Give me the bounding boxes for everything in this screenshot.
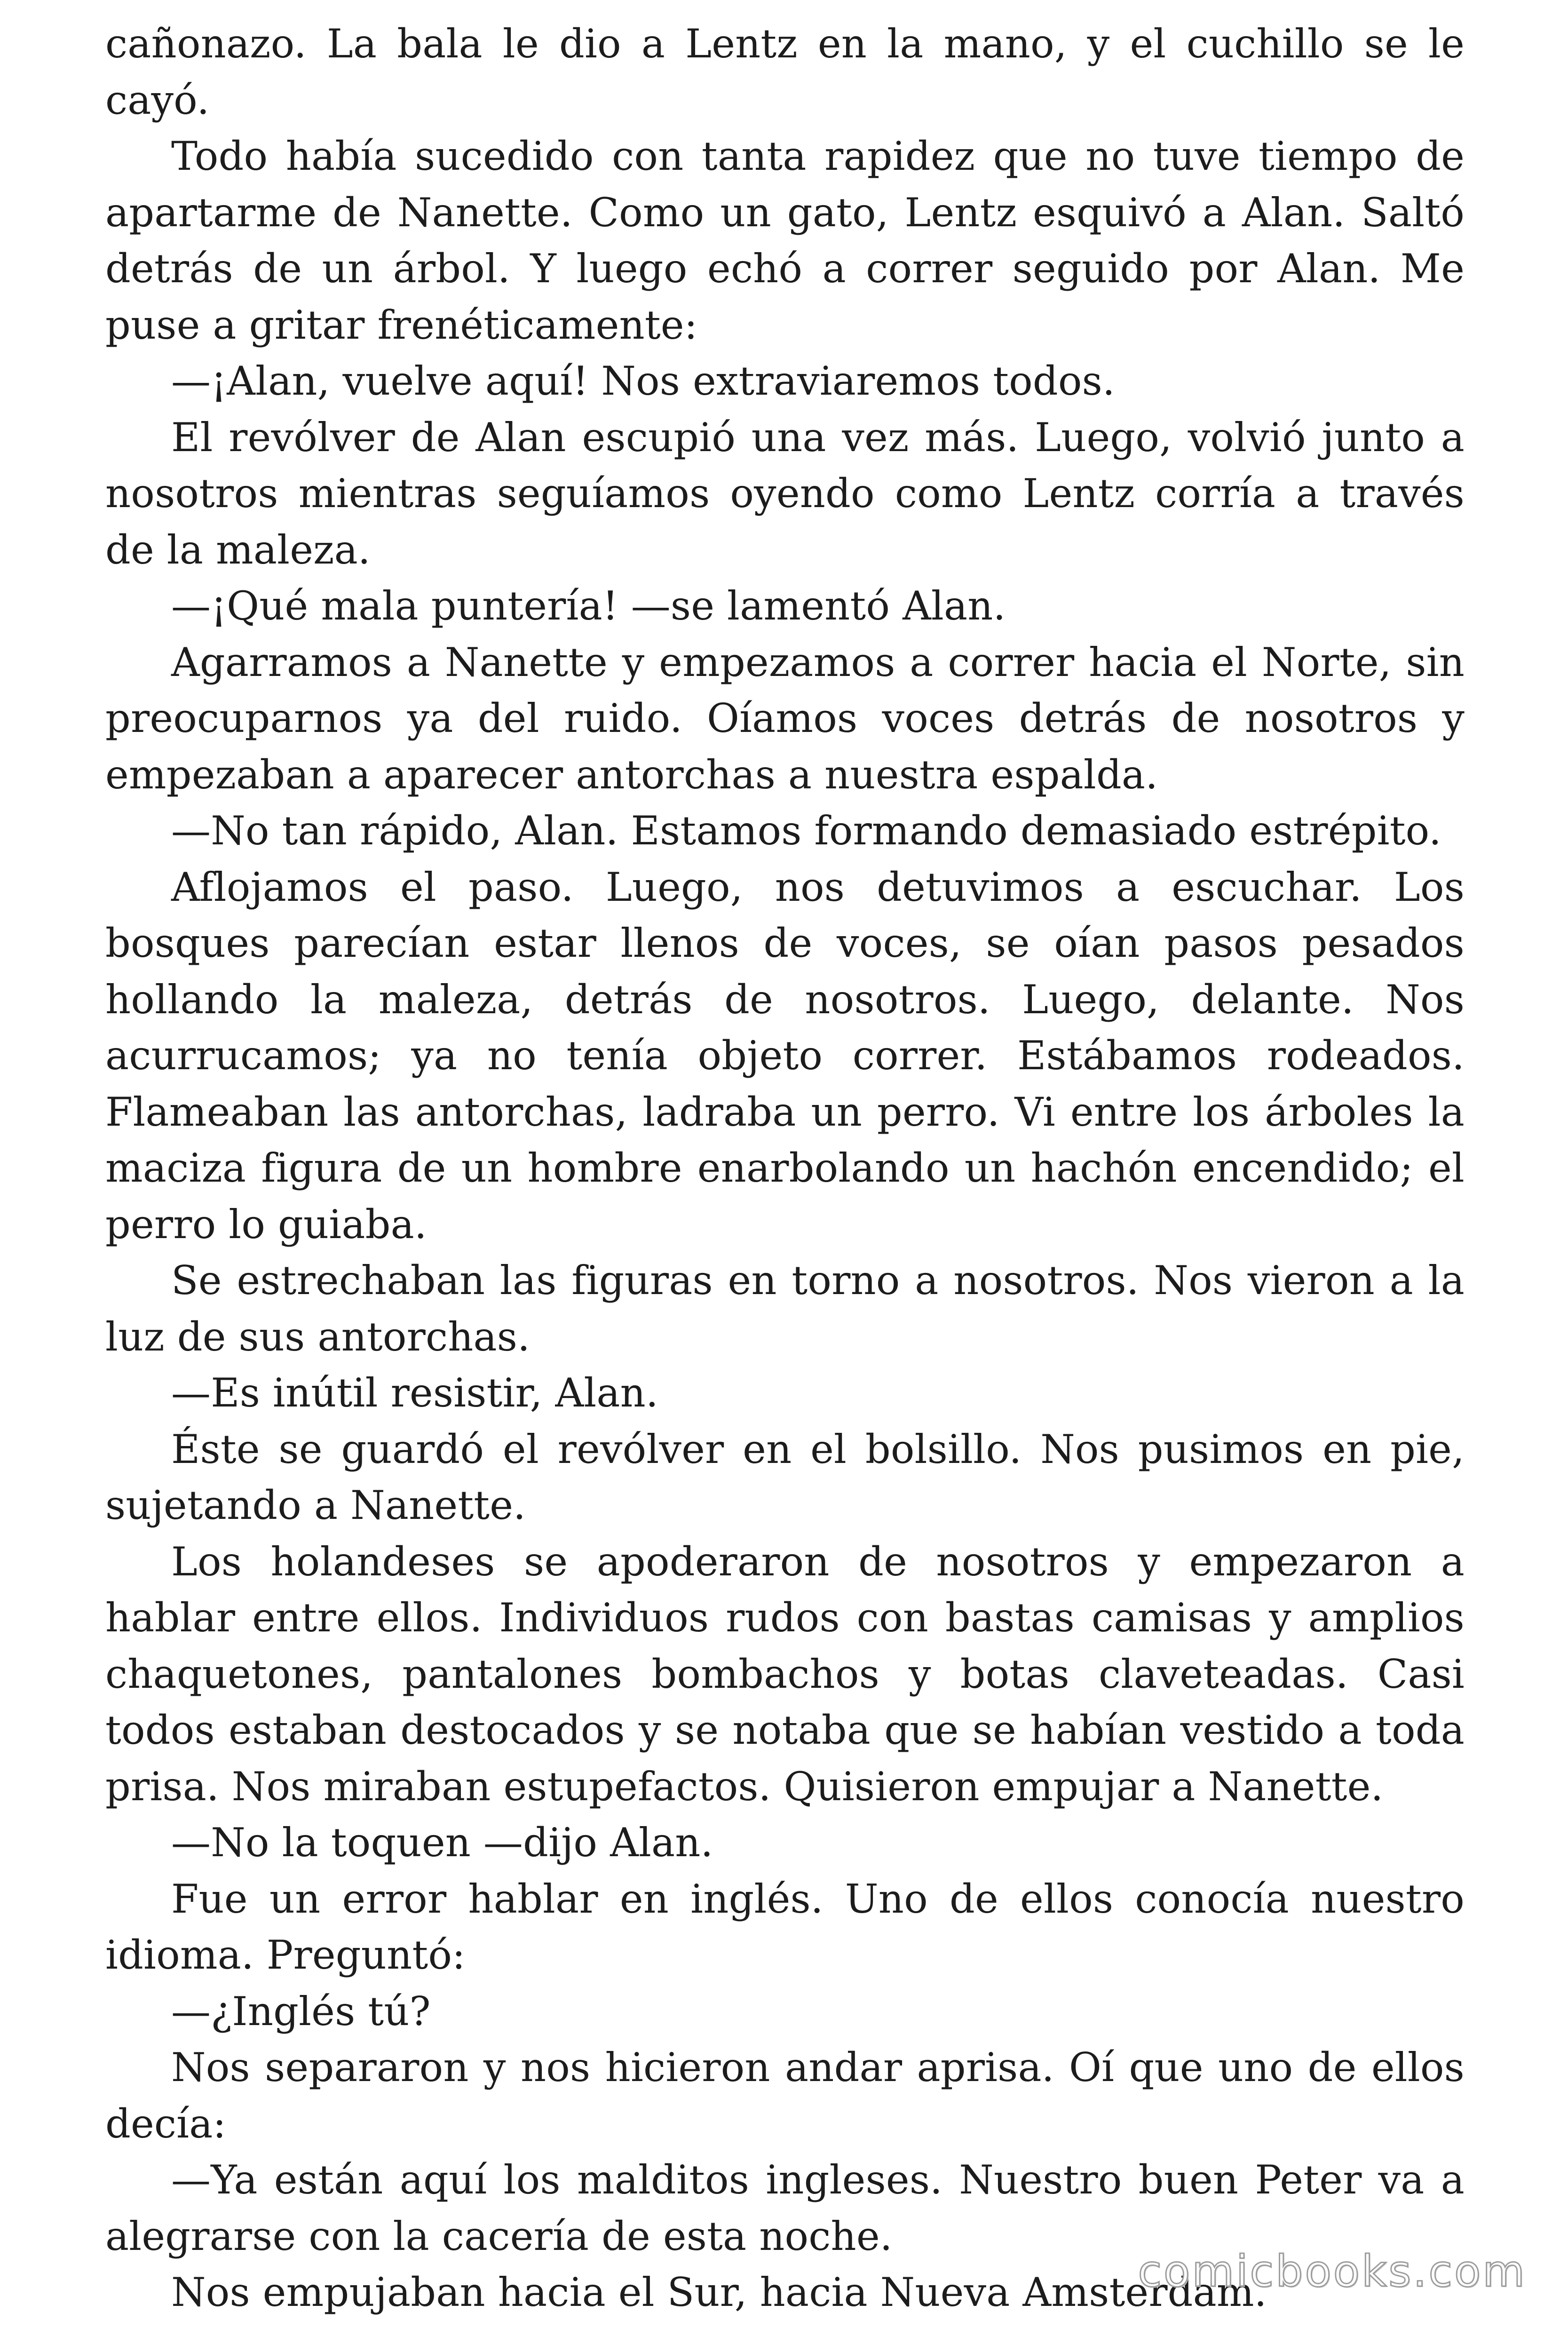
paragraph: —Es inútil resistir, Alan. xyxy=(171,1370,658,1416)
paragraph: Nos empujaban hacia el Sur, hacia Nueva Amsterdam. xyxy=(171,2269,1267,2315)
paragraph: Éste se guardó el revólver en el bolsillo. Nos pusimos en pie, sujetando a Nanette. xyxy=(105,1426,1465,1528)
paragraph: —Ya están aquí los malditos ingleses. Nuestro buen Peter va a alegrarse con la cacería de esta noche. xyxy=(105,2157,1465,2259)
paragraph: Agarramos a Nanette y empezamos a correr hacia el Norte, sin preocuparnos ya del ruido. Oíamos voces detrás de nosotros y empezaban a aparecer antorchas a nuestra espalda. xyxy=(105,639,1465,798)
paragraph: cañonazo. La bala le dio a Lentz en la mano, y el cuchillo se le cayó. xyxy=(105,21,1465,123)
paragraph: Nos separaron y nos hicieron andar aprisa. Oí que uno de ellos decía: xyxy=(105,2044,1465,2147)
paragraph: Todo había sucedido con tanta rapidez que no tuve tiempo de apartarme de Nanette. Como un gato, Lentz esquivó a Alan. Saltó detrás de un árbol. Y luego echó a correr seguido por Alan. Me puse a gritar frenéticamente: xyxy=(105,133,1465,348)
paragraph: —No la toquen —dijo Alan. xyxy=(171,1820,713,1866)
paragraph: —¿Inglés tú? xyxy=(171,1988,431,2034)
watermark: comicbooks.com xyxy=(1138,2246,1527,2296)
paragraph: Se estrechaban las figuras en torno a nosotros. Nos vieron a la luz de sus antorchas. xyxy=(105,1257,1465,1360)
paragraph: Aflojamos el paso. Luego, nos detuvimos a escuchar. Los bosques parecían estar llenos de voces, se oían pasos pesados hollando la maleza, detrás de nosotros. Luego, delante. Nos acurrucamos; ya no tenía objeto correr. Estábamos rodeados. Flameaban las antorchas, ladraba un perro. Vi entre los árboles la maciza figura de un hombre enarbolando un hachón encendido; el perro lo guiaba. xyxy=(105,864,1465,1248)
paragraph: —¡Alan, vuelve aquí! Nos extraviaremos todos. xyxy=(171,358,1115,404)
paragraph: Los holandeses se apoderaron de nosotros y empezaron a hablar entre ellos. Individuos rudos con bastas camisas y amplios chaquetones, pantalones bombachos y botas claveteadas. Casi todos estaban destocados y se notaba que se habían vestido a toda prisa. Nos miraban estupefactos. Quisieron empujar a Nanette. xyxy=(105,1538,1465,1810)
paragraph: El revólver de Alan escupió una vez más. Luego, volvió junto a nosotros mientras seguíamos oyendo como Lentz corría a través de la maleza. xyxy=(105,414,1465,573)
paragraph: —No tan rápido, Alan. Estamos formando demasiado estrépito. xyxy=(171,808,1441,854)
paragraph: Fue un error hablar en inglés. Uno de ellos conocía nuestro idioma. Preguntó: xyxy=(105,1875,1465,1978)
page-body xyxy=(105,16,1465,2321)
paragraph: —¡Qué mala puntería! —se lamentó Alan. xyxy=(171,583,1006,629)
